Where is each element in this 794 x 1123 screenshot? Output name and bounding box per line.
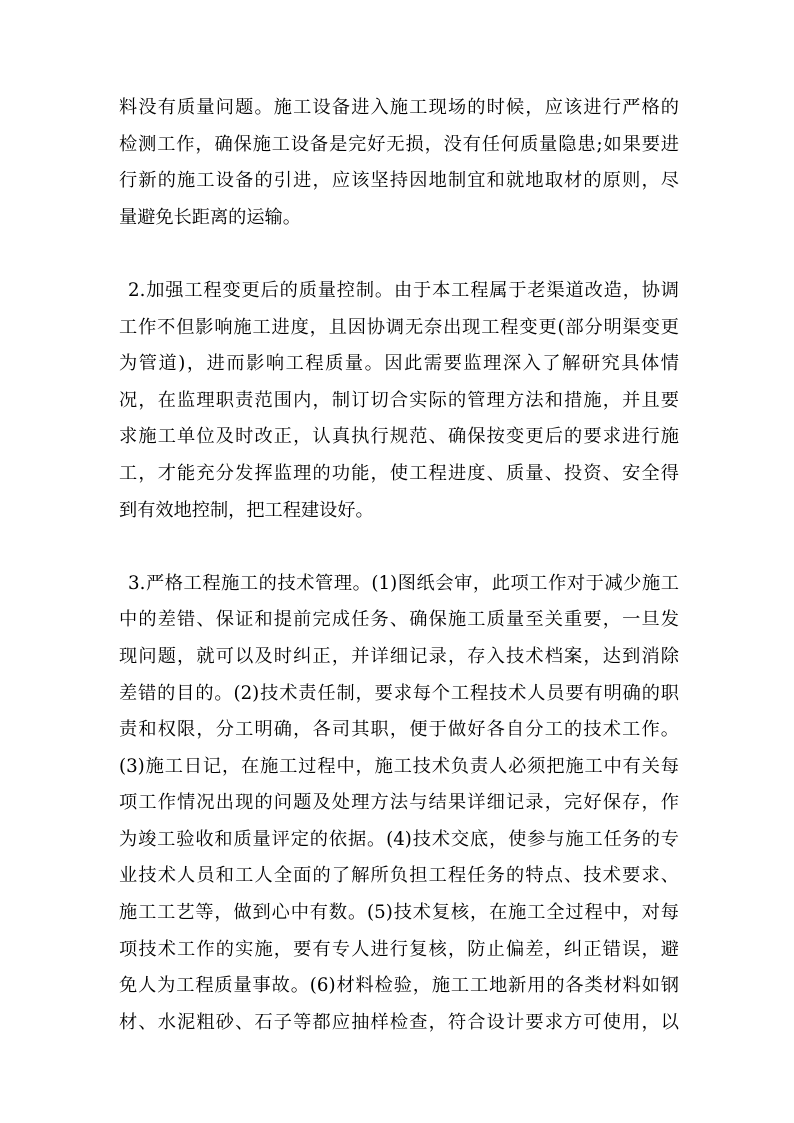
text-line: 行新的施工设备的引进，应该坚持因地制宜和就地取材的原则，尽 [119, 170, 679, 192]
text-line: 工，才能充分发挥监理的功能，使工程进度、质量、投资、安全得 [119, 462, 679, 484]
text-line: 为竣工验收和质量评定的依据。(4)技术交底，使参与施工任务的专 [119, 828, 679, 850]
text-line: 材、水泥粗砂、石子等都应抽样检查，符合设计要求方可使用，以 [119, 1011, 679, 1033]
text-line: 3.严格工程施工的技术管理。(1)图纸会审，此项工作对于减少施工 [128, 572, 679, 594]
text-line: 项工作情况出现的问题及处理方法与结果详细记录，完好保存，作 [119, 792, 679, 814]
text-line: 中的差错、保证和提前完成任务、确保施工质量至关重要，一旦发 [119, 609, 679, 631]
paragraph-1 [119, 90, 679, 236]
paragraph-2 [119, 273, 679, 529]
text-line: (3)施工日记，在施工过程中，施工技术负责人必须把施工中有关每 [119, 755, 679, 777]
text-line: 量避免长距离的运输。 [119, 206, 301, 228]
text-line: 到有效地控制，把工程建设好。 [119, 499, 374, 521]
text-line: 2.加强工程变更后的质量控制。由于本工程属于老渠道改造，协调 [128, 279, 679, 301]
text-line: 检测工作，确保施工设备是完好无损，没有任何质量隐患;如果要进 [119, 133, 679, 155]
text-line: 责和权限，分工明确，各司其职，便于做好各自分工的技术工作。 [119, 719, 679, 741]
text-line: 业技术人员和工人全面的了解所负担工程任务的特点、技术要求、 [119, 865, 679, 887]
text-line: 项技术工作的实施，要有专人进行复核，防止偏差，纠正错误，避 [119, 938, 679, 960]
text-line: 免人为工程质量事故。(6)材料检验，施工工地新用的各类材料如钢 [119, 975, 679, 997]
paragraph-3 [119, 566, 679, 1042]
document-page [119, 90, 679, 1041]
text-line: 为管道)，进而影响工程质量。因此需要监理深入了解研究具体情 [119, 353, 679, 375]
text-line: 施工工艺等，做到心中有数。(5)技术复核，在施工全过程中，对每 [119, 902, 679, 924]
text-line: 求施工单位及时改正，认真执行规范、确保按变更后的要求进行施 [119, 426, 679, 448]
text-line: 现问题，就可以及时纠正，并详细记录，存入技术档案，达到消除 [119, 645, 679, 667]
text-line: 况，在监理职责范围内，制订切合实际的管理方法和措施，并且要 [119, 389, 679, 411]
text-line: 料没有质量问题。施工设备进入施工现场的时候，应该进行严格的 [119, 97, 679, 118]
text-line: 工作不但影响施工进度，且因协调无奈出现工程变更(部分明渠变更 [119, 316, 679, 338]
text-line: 差错的目的。(2)技术责任制，要求每个工程技术人员要有明确的职 [119, 682, 679, 704]
